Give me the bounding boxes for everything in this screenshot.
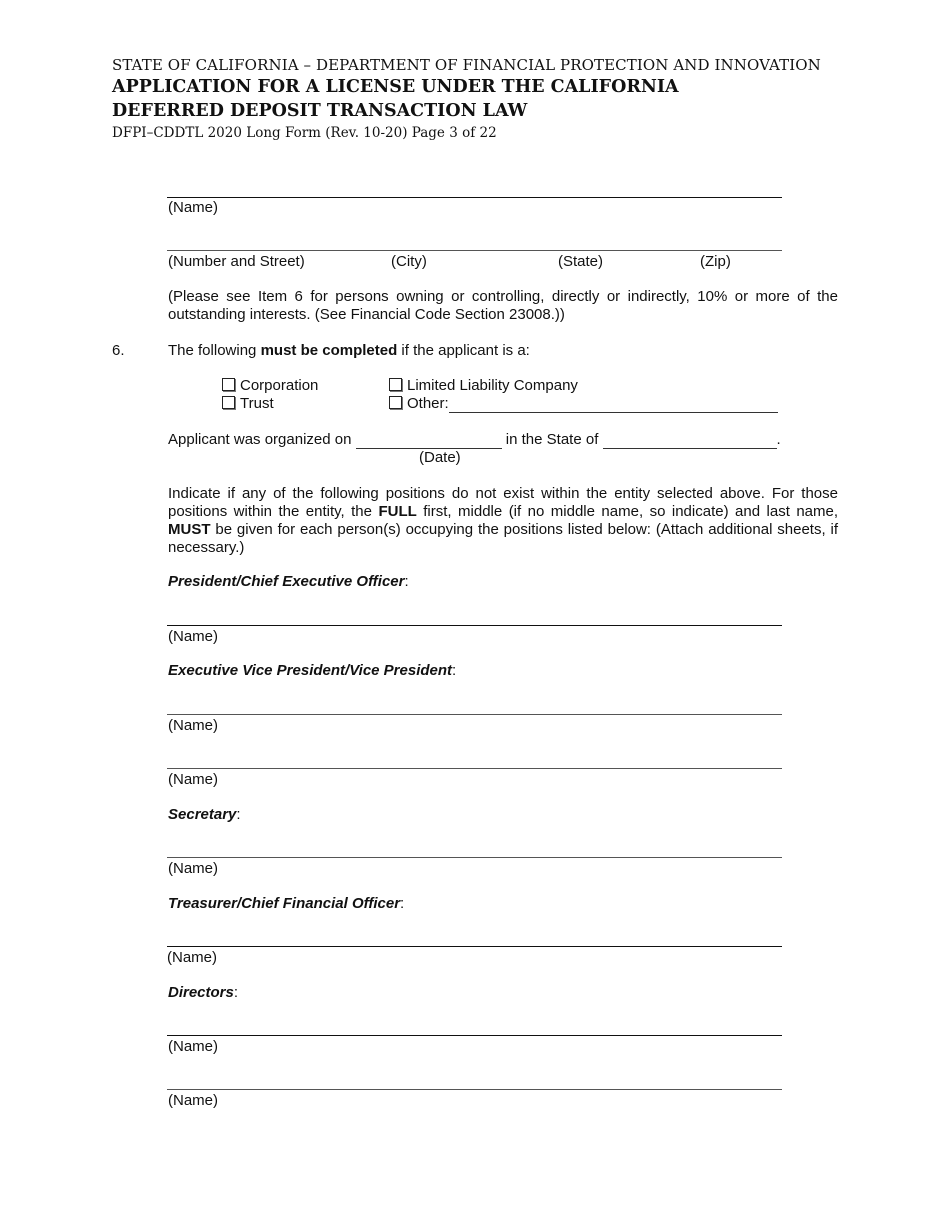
organized-state-blank[interactable] xyxy=(603,433,777,449)
director-name-label-2: (Name) xyxy=(168,1092,219,1109)
trust-label: Trust xyxy=(240,395,274,412)
corporation-option[interactable] xyxy=(222,377,318,395)
director-name-line-2[interactable] xyxy=(167,1089,782,1090)
treasurer-heading: Treasurer/Chief Financial Officer: xyxy=(168,895,405,912)
evp-name-line-1[interactable] xyxy=(167,714,782,715)
street-label: (Number and Street) xyxy=(168,253,305,270)
ownership-note: (Please see Item 6 for persons owning or controlling, directly or indirectly, 10% or more of the outstanding interests. (See Financial Code Section 23008.)) xyxy=(168,288,838,323)
secretary-heading: Secretary: xyxy=(168,806,241,823)
address-line[interactable] xyxy=(167,250,782,251)
directors-heading: Directors: xyxy=(168,984,239,1001)
president-name-line[interactable] xyxy=(167,625,782,626)
secretary-name-line[interactable] xyxy=(167,857,782,858)
state-label: (State) xyxy=(558,253,604,270)
name-line[interactable] xyxy=(167,197,782,198)
treasurer-name-label: (Name) xyxy=(167,949,218,966)
evp-heading: Executive Vice President/Vice President: xyxy=(168,662,457,679)
llc-label: Limited Liability Company xyxy=(407,377,578,394)
other-option[interactable] xyxy=(389,395,778,413)
form-title-line1: APPLICATION FOR A LICENSE UNDER THE CALIFORNIA xyxy=(112,77,679,97)
secretary-name-label: (Name) xyxy=(168,860,219,877)
treasurer-name-line[interactable] xyxy=(167,946,782,947)
director-name-line-1[interactable] xyxy=(167,1035,782,1036)
form-id-page: DFPI–CDDTL 2020 Long Form (Rev. 10-20) Page 3 of 22 xyxy=(112,125,497,141)
evp-name-label-2: (Name) xyxy=(168,771,219,788)
president-heading: President/Chief Executive Officer: xyxy=(168,573,409,590)
zip-label: (Zip) xyxy=(700,253,731,270)
other-blank[interactable] xyxy=(449,397,778,413)
agency-line: STATE OF CALIFORNIA – DEPARTMENT OF FINANCIAL PROTECTION AND INNOVATION xyxy=(112,56,821,74)
trust-checkbox[interactable] xyxy=(222,396,235,409)
other-checkbox[interactable] xyxy=(389,396,402,409)
form-title-line2: DEFERRED DEPOSIT TRANSACTION LAW xyxy=(112,101,528,121)
corporation-label: Corporation xyxy=(240,377,319,394)
llc-checkbox[interactable] xyxy=(389,378,402,391)
trust-option[interactable] xyxy=(222,395,274,413)
organized-date-blank[interactable] xyxy=(356,433,502,449)
city-label: (City) xyxy=(391,253,427,270)
evp-name-label-1: (Name) xyxy=(168,717,219,734)
other-label: Other: xyxy=(407,395,449,412)
president-name-label: (Name) xyxy=(168,628,219,645)
llc-option[interactable] xyxy=(389,377,578,395)
positions-instructions: Indicate if any of the following positions do not exist within the entity selected above. For those positions within the entity, the FULL first, middle (if no middle name, so indicate) and last name, MUST be given for each person(s) occupying the positions listed below: (Attach additional sheets, if necessary.) xyxy=(168,485,839,556)
item-number: 6. xyxy=(112,342,125,359)
name-label: (Name) xyxy=(168,199,219,216)
organized-line: Applicant was organized on in the State of . xyxy=(168,431,781,448)
corporation-checkbox[interactable] xyxy=(222,378,235,391)
director-name-label-1: (Name) xyxy=(168,1038,219,1055)
item6-lead: The following must be completed if the applicant is a: xyxy=(168,342,530,359)
evp-name-line-2[interactable] xyxy=(167,768,782,769)
date-label: (Date) xyxy=(419,449,461,466)
